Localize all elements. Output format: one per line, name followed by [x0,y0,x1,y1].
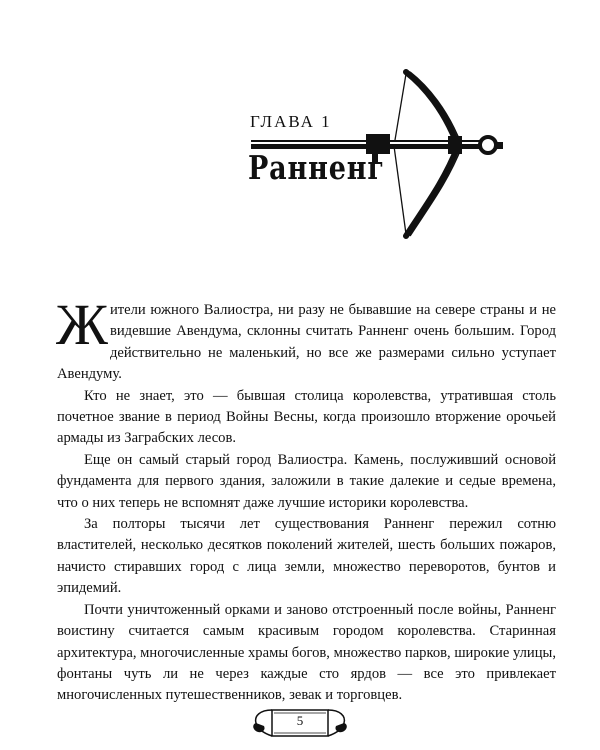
chapter-body [56,292,556,707]
page-number: 5 [296,713,304,728]
paragraph-4: За полторы тысячи лет существования Раннeнг пережил сотню властителей, несколько десятков поколений жителей, шесть больших пожаров, начисто стиравших город с лица земли, множество переворотов, бунтов и эпидемий. [57,516,556,597]
paragraph-3: Еще он самый старый город Валиостра. Камень, послуживший основой фундамента для первого здания, заложили в такие далекие и седые времена, что о них теперь не вспомнят даже лучшие историки королевства. [57,451,556,511]
paragraph-5: Почти уничтоженный орками и заново отстроенный после войны, Раннeнг воистину считается самым красивым городом королевства. Старинная архитектура, многочисленные храмы богов, множество парков, широкие улицы, фонтаны чуть ли не через каждые сто ярдов — все это привлекает многочисленных путешественников, зевак и торговцев. [57,601,556,704]
paragraph-1-text: ители южного Валиостра, ни разу не бывавшие на севере страны и не видевшие Авендума, склонны считать Раннeнг очень большим. Город действительно не маленький, но все же размерами сильно уступает Авендуму. [57,302,556,383]
chapter-label: ГЛАВА 1 [250,112,332,131]
drop-cap: Ж [56,292,108,357]
chapter-title: Ранненг [248,148,385,187]
paragraph-2: Кто не знает, это — бывшая столица королевства, утратившая столь почетное звание в период Войны Весны, когда произошло вторжение орочьей армады из Заграбских лесов. [57,387,556,447]
paragraph-1 [56,292,556,386]
